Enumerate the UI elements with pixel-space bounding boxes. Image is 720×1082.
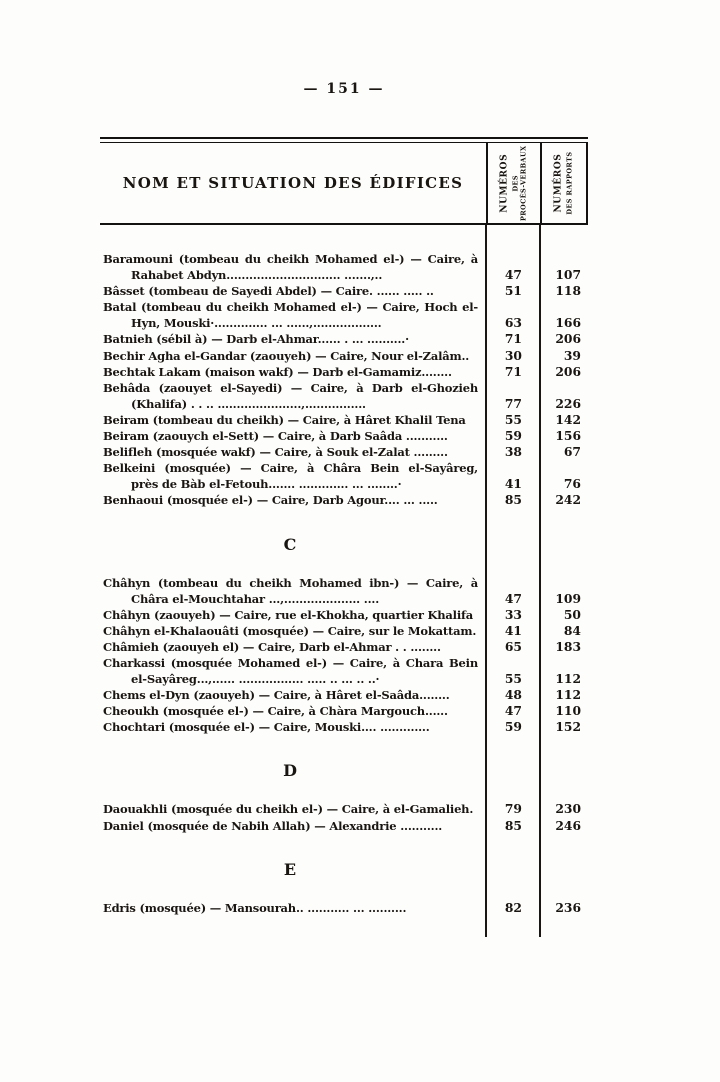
entry-text: Edris (mosquée) — Mansourah.. ........... ... .......... xyxy=(103,900,407,915)
col-header-proces-verbaux xyxy=(486,143,540,223)
entry-text: Châra el-Mouchtahar ...,.................... .... xyxy=(131,591,380,606)
col-header-rapports xyxy=(540,143,588,223)
proces-verbaux-number: 47 xyxy=(504,703,522,719)
entry-text: Benhaoui (mosquée el-) — Caire, Darb Agour.... ... ..... xyxy=(103,493,438,508)
entry-text: Behâda (zaouyet el-Sayedi) — Caire, à Darb el-Ghozieh xyxy=(103,380,478,395)
rapport-number: 152 xyxy=(555,719,581,735)
proces-verbaux-number xyxy=(486,575,540,591)
rapport-number: 76 xyxy=(563,476,581,492)
proces-verbaux-number: 71 xyxy=(504,363,522,379)
rapport-number: 156 xyxy=(555,428,581,444)
proces-verbaux-number: 48 xyxy=(504,687,522,703)
proces-verbaux-number: 41 xyxy=(504,476,522,492)
table-row xyxy=(100,444,588,460)
table-row xyxy=(100,267,588,283)
proces-verbaux-number xyxy=(486,860,540,880)
table-body xyxy=(100,225,588,937)
entry-text: Rahabet Abdyn.............................. .......,.. xyxy=(131,268,383,283)
section-letter-row xyxy=(100,761,588,781)
rapport-number: 109 xyxy=(555,590,581,606)
rapport-number: 107 xyxy=(555,267,581,283)
entry-text: Baramouni (tombeau du cheikh Mohamed el-) — Caire, à xyxy=(103,252,478,266)
entry-text: Bechir Agha el-Gandar (zaouyeh) — Caire, Nour el-Zalâm.. xyxy=(103,348,470,363)
entry-text: Beiram (tombeau du cheikh) — Caire, à Hâret Khalil Tena xyxy=(103,412,466,427)
entry-text: Châhyn el-Khalaouâti (mosquée) — Caire, sur le Mokattam. xyxy=(103,623,477,638)
rapport-number: 112 xyxy=(555,687,581,703)
rapport-number: 236 xyxy=(555,899,581,915)
proces-verbaux-number: 63 xyxy=(504,315,522,331)
col2-line2: DES RAPPORTS xyxy=(565,151,574,215)
table-row xyxy=(100,283,588,299)
rapport-number: 183 xyxy=(555,638,581,654)
table-row xyxy=(100,315,588,331)
table-row xyxy=(100,818,588,834)
table-row xyxy=(100,801,588,817)
proces-verbaux-number: 33 xyxy=(504,606,522,622)
table-title: NOM ET SITUATION DES ÉDIFICES xyxy=(122,174,464,192)
table-row xyxy=(100,655,588,671)
entry-text: Cheoukh (mosquée el-) — Caire, à Chàra Margouch...... xyxy=(103,704,448,719)
col1-line1: NUMÉROS xyxy=(499,153,510,213)
proces-verbaux-number: 71 xyxy=(504,331,522,347)
rapport-number: 50 xyxy=(563,606,581,622)
table-row xyxy=(100,412,588,428)
entry-text: Chochtari (mosquée el-) — Caire, Mouski.... ............. xyxy=(103,720,430,735)
section-letter-row xyxy=(100,535,588,555)
rapport-number xyxy=(540,860,588,880)
entry-text: Châhyn (zaouyeh) — Caire, rue el-Khokha, quartier Khalifa xyxy=(103,607,474,622)
proces-verbaux-number xyxy=(486,655,540,671)
table-row xyxy=(100,348,588,364)
entry-text: Daouakhli (mosquée du cheikh el-) — Caire, à el-Gamalieh. xyxy=(103,802,474,817)
table-row xyxy=(100,380,588,396)
rapport-number: 39 xyxy=(563,347,581,363)
entry-text: Hyn, Mouski·.............. ... ......,.................. xyxy=(131,316,382,331)
table-row xyxy=(100,591,588,607)
rapport-number: 230 xyxy=(555,801,581,817)
proces-verbaux-number: 85 xyxy=(504,817,522,833)
table-row xyxy=(100,331,588,347)
table-row xyxy=(100,639,588,655)
proces-verbaux-number xyxy=(486,251,540,267)
rapport-number: 118 xyxy=(555,283,581,299)
table-row xyxy=(100,251,588,267)
rapport-number: 242 xyxy=(555,492,581,508)
table-row xyxy=(100,460,588,476)
rapport-number: 226 xyxy=(555,395,581,411)
table-row xyxy=(100,476,588,492)
proces-verbaux-number: 59 xyxy=(504,428,522,444)
entry-text: Châmieh (zaouyeh el) — Caire, Darb el-Ahmar . . ........ xyxy=(103,639,441,654)
entry-text: Bâsset (tombeau de Sayedi Abdel) — Caire. ...... ..... .. xyxy=(103,284,434,299)
proces-verbaux-number: 77 xyxy=(504,395,522,411)
rapport-number xyxy=(540,575,588,591)
entry-text: Daniel (mosquée de Nabih Allah) — Alexandrie ........... xyxy=(103,818,443,833)
proces-verbaux-number xyxy=(486,535,540,555)
entry-text: (Khalifa) . . .. ......................,................ xyxy=(131,396,366,411)
entry-text: Batal (tombeau du cheikh Mohamed el-) — Caire, Hoch el- xyxy=(103,300,478,315)
table-row xyxy=(100,364,588,380)
section-letter: D xyxy=(283,761,298,781)
proces-verbaux-number: 41 xyxy=(504,622,522,638)
table-row xyxy=(100,719,588,735)
entry-text: Belkeini (mosquée) — Caire, à Châra Bein el-Sayâreg, xyxy=(103,461,478,476)
rapport-number xyxy=(540,299,588,315)
rapport-number xyxy=(540,460,588,476)
col1-line3: PROCÈS-VERBAUX xyxy=(519,145,528,221)
proces-verbaux-number: 30 xyxy=(504,347,522,363)
section-letter-row xyxy=(100,860,588,880)
rapport-number xyxy=(540,655,588,671)
proces-verbaux-number: 47 xyxy=(504,590,522,606)
section-letter: C xyxy=(283,534,298,554)
proces-verbaux-number: 55 xyxy=(504,671,522,687)
column-divider-2 xyxy=(539,225,541,937)
entry-text: Châhyn (tombeau du cheikh Mohamed ibn-) — Caire, à xyxy=(103,575,478,590)
proces-verbaux-number: 65 xyxy=(504,638,522,654)
column-divider-1 xyxy=(485,225,487,937)
edifices-index-table xyxy=(100,137,588,937)
rapport-number xyxy=(540,761,588,781)
proces-verbaux-number: 51 xyxy=(504,283,522,299)
table-row xyxy=(100,900,588,916)
table-row xyxy=(100,299,588,315)
col-header-rapports-text xyxy=(554,151,574,214)
rapport-number: 84 xyxy=(563,622,581,638)
proces-verbaux-number: 47 xyxy=(504,267,522,283)
proces-verbaux-number xyxy=(486,460,540,476)
proces-verbaux-number: 85 xyxy=(504,492,522,508)
rapport-number xyxy=(540,251,588,267)
entry-text: Beiram (zaouych el-Sett) — Caire, à Darb Saâda ........... xyxy=(103,429,448,444)
proces-verbaux-number: 82 xyxy=(504,899,522,915)
proces-verbaux-number: 59 xyxy=(504,719,522,735)
entry-text: Charkassi (mosquée Mohamed el-) — Caire, à Chara Bein xyxy=(103,655,478,670)
table-row xyxy=(100,607,588,623)
table-header xyxy=(100,143,588,223)
table-row xyxy=(100,687,588,703)
col-header-proces-verbaux-text xyxy=(500,145,529,221)
proces-verbaux-number: 79 xyxy=(504,801,522,817)
page-number: — 151 — xyxy=(303,81,385,97)
rapport-number: 142 xyxy=(555,411,581,427)
entry-text: Bechtak Lakam (maison wakf) — Darb el-Gamamiz........ xyxy=(103,364,452,379)
table-row xyxy=(100,623,588,639)
table-row xyxy=(100,492,588,508)
rapport-number: 67 xyxy=(563,444,581,460)
rapport-number: 110 xyxy=(555,703,581,719)
proces-verbaux-number xyxy=(486,299,540,315)
rapport-number: 206 xyxy=(555,363,581,379)
table-row xyxy=(100,671,588,687)
section-letter: E xyxy=(283,859,298,879)
col2-line1: NUMÉROS xyxy=(553,153,564,213)
table-row xyxy=(100,703,588,719)
rapport-number: 206 xyxy=(555,331,581,347)
rapport-number xyxy=(540,535,588,555)
table-row xyxy=(100,396,588,412)
entry-text: Batnieh (sébil à) — Darb el-Ahmar...... . ... ..........· xyxy=(103,332,409,347)
entry-text: Belifleh (mosquée wakf) — Caire, à Souk el-Zalat ......... xyxy=(103,445,448,460)
table-row xyxy=(100,575,588,591)
entry-text: Chems el-Dyn (zaouyeh) — Caire, à Hâret el-Saâda........ xyxy=(103,688,450,703)
proces-verbaux-number: 38 xyxy=(504,444,522,460)
proces-verbaux-number: 55 xyxy=(504,411,522,427)
entry-text: près de Bàb el-Fetouh....... ............. ... ........· xyxy=(131,477,402,492)
table-row xyxy=(100,428,588,444)
proces-verbaux-number xyxy=(486,380,540,396)
rapport-number: 112 xyxy=(555,671,581,687)
entry-text: el-Sayâreg...,...... ................. ..... .. ... .. ..· xyxy=(131,672,380,687)
rapport-number: 166 xyxy=(555,315,581,331)
rapport-number: 246 xyxy=(555,817,581,833)
col1-line2: DES xyxy=(511,174,520,192)
proces-verbaux-number xyxy=(486,761,540,781)
rapport-number xyxy=(540,380,588,396)
